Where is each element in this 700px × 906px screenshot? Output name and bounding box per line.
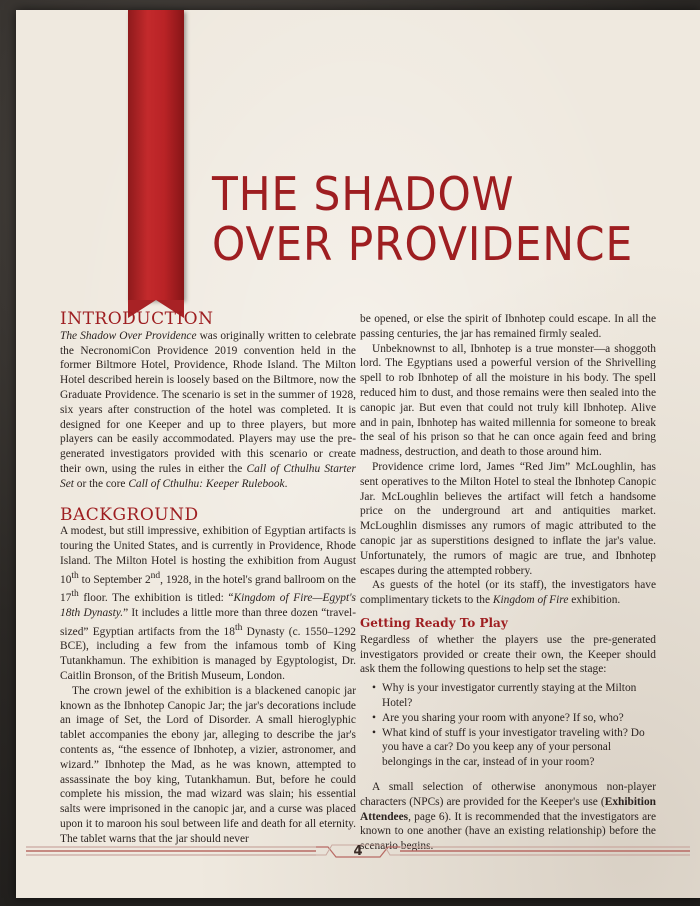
intro-text-1: was originally written to celebrate the NecronomiCon Providence 2019 convention held in the former Biltmore Hotel, Providence, Rhode Island. The Milton Hotel described herein is loosely based on the Biltmore, now the Graduate Providence. The scenario is set in the summer of 1928, six years after construction of the hotel was completed. It is designed for one Keeper and up to three players, but more players can be easily accommodated. Players may use the pre-generated investigators provided with this scenario or create their own, using the rules in either the (60, 329, 356, 475)
exhibition-title-ref: Kingdom of Fire—Egypt's 18th Dynasty. (60, 592, 356, 619)
bg-text-a: A modest, but still impressive, exhibition of Egyptian artifacts is touring the United States, and is currently in Providence, Rhode Island. The Milton Hotel is hosting the exhibition from August 10 (60, 525, 356, 586)
background-heading: BACKGROUND (60, 504, 199, 525)
bookmark-ribbon (128, 10, 184, 300)
bg-text-d: floor. The exhibition is titled: “ (78, 592, 234, 605)
getting-ready-paragraph: Regardless of whether the players use the pre-generated investigators provided or create their own, the Keeper should ask them the following questions to help set the stage: (360, 633, 656, 676)
intro-heading: INTRODUCTION (60, 309, 214, 329)
keeper-rulebook-ref: Call of Cthulhu: Keeper Rulebook (128, 477, 285, 490)
title-line-2: OVER PROVIDENCE (212, 216, 634, 271)
bg-sup-2: nd (150, 570, 161, 581)
npc-text-a: A small selection of otherwise anonymous non-player characters (NPCs) are provided for the Keeper's use ( (360, 780, 656, 808)
intro-text-3: . (284, 477, 288, 490)
npc-text-c: , page 6). It is recommended that the investigators are known to one another (have an existing relationship) before the scenario begins. (360, 810, 656, 853)
intro-title-ref: The Shadow Over Providence (60, 329, 197, 342)
exhibition-attendees-ref: Exhibition Attendees (360, 795, 656, 823)
left-column (60, 309, 357, 846)
background-paragraph-2-cont: be opened, or else the spirit of Ibnhotep could escape. In all the passing centuries, the jar has remained firmly sealed. (360, 313, 656, 340)
right-column (360, 312, 656, 854)
page-number: 4 (353, 844, 363, 859)
bg5-text-a: As guests of the hotel (or its staff), the investigators have complimentary tickets to the (360, 579, 656, 607)
kingdom-of-fire-ref: Kingdom of Fire (492, 594, 569, 607)
bg-sup-3: th (71, 589, 79, 600)
starter-set-ref: Call of Cthulhu Starter Set (60, 462, 356, 490)
intro-paragraph (60, 329, 356, 492)
background-paragraph-5 (360, 578, 656, 608)
bg-sup-4: th (234, 622, 243, 633)
list-item: • Why is your investigator currently staying at the Milton Hotel? (372, 681, 656, 711)
background-paragraph-3: Unbeknownst to all, Ibnhotep is a true monster—a shoggoth lord. The Egyptians used a powerful version of the Shrivelling spell to rob Ibnhotep of all the moisture in his body. The spell reduced him to dust, and those remains were then sealed into the canopic jar. But even that could not truly kill Ibnhotep. Alive and in pain, Ibnhotep has waited millennia for someone to break the seal of his prison so that he can once again feed and bring madness, destruction, and death to those around him. (360, 342, 656, 459)
list-item: • Are you sharing your room with anyone? If so, who? (372, 711, 656, 726)
background-paragraph-1 (60, 524, 356, 683)
background-paragraph-2: The crown jewel of the exhibition is a blackened canopic jar known as the Ibnhotep Canopic Jar; the jar's decorations include an image of Set, the Lord of Disorder. A small hieroglyphic tablet accompanies the ebony jar, alleging to describe the jar's contents as, “the essence of Ibnhotep, a vizier, astronomer, and wizard.” Ibnhotep the Mad, as he was known, attempted to assassinate the boy king, Tutankhamun. But, before he could complete his mission, the mad wizard was slain; his essential salts were imprisoned in the canopic jar, and a curse was placed upon it to maroon his soul between life and death for all eternity. The tablet warns that the jar should never (60, 684, 356, 845)
bg5-text-c: exhibition. (568, 594, 621, 607)
bg-text-f: ” It includes a little more than three dozen “travel-sized” Egyptian artifacts from the 18 (60, 606, 356, 638)
bg-text-g: Dynasty (c. 1550–1292 BCE), including a few from the infamous tomb of King Tutankhamun. The exhibition is managed by Egyptologist, Dr. Caitlin Bronson, of the British Museum, London. (60, 625, 357, 682)
intro-text-2: or the core (73, 477, 129, 490)
bg-sup-1: th (71, 570, 79, 581)
bg-text-b: to September 2 (78, 573, 151, 586)
page-title (212, 166, 654, 271)
getting-ready-heading: Getting Ready To Play (360, 615, 508, 630)
bg-text-c: , 1928, in the hotel's grand ballroom on the 17 (60, 573, 356, 605)
question-list (360, 681, 656, 770)
title-line-1: THE SHADOW (212, 166, 515, 221)
background-paragraph-4: Providence crime lord, James “Red Jim” McLoughlin, has sent operatives to the Milton Hotel to steal the Ibnhotep Canopic Jar. McLoughlin believes the artifact will fetch a handsome price on the underground art and antiquities market. McLoughlin dismisses any rumors of magic attributed to the canopic jar as superstitions designed to inflate the jar's value. Unfortunately, the rumors of magic are true, and Ibnhotep escapes during the attempted robbery. (360, 460, 656, 577)
list-item: • What kind of stuff is your investigator traveling with? Do you have a car? Do you keep any of your personal belongings in the car, instead of in your room? (372, 726, 656, 770)
document-page (16, 10, 700, 898)
